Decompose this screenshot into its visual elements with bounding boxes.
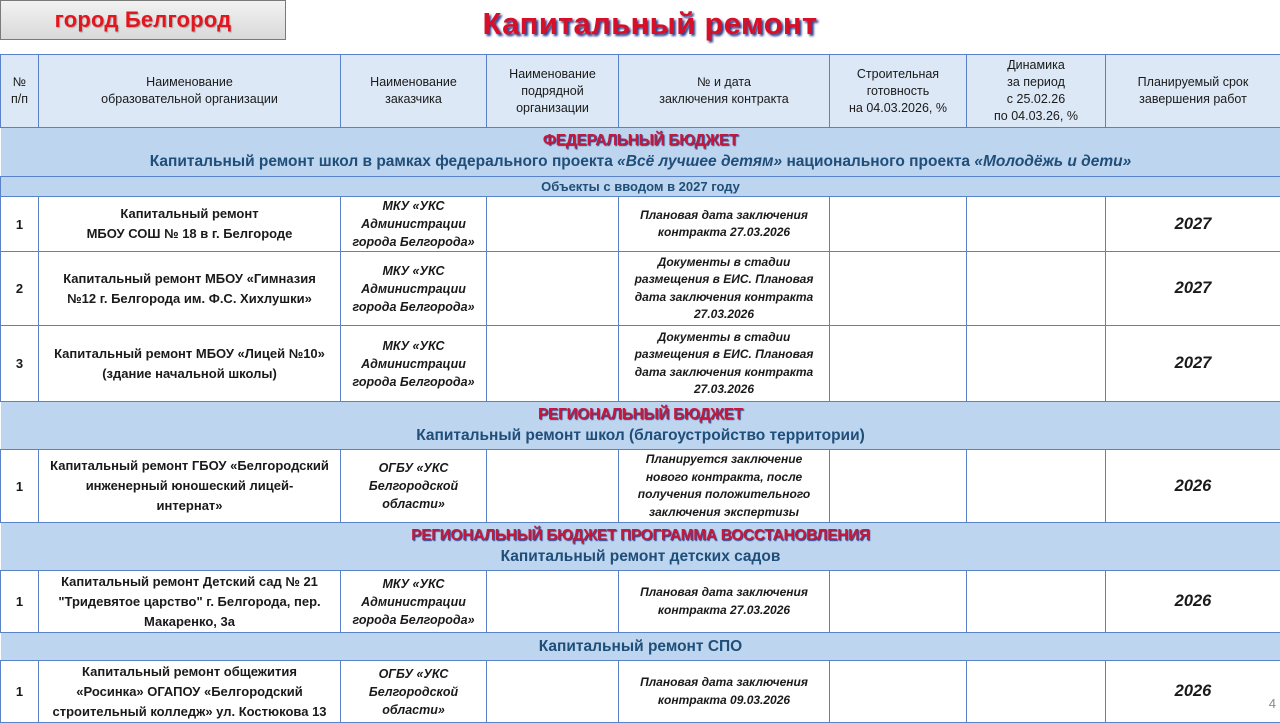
organization-cell: Капитальный ремонт общежития «Росинка» ОГАПОУ «Белгородский строительный колледж» ул. Костюкова 13 (39, 661, 341, 723)
row-number-cell: 1 (1, 661, 39, 723)
subtitle-part: национального проекта (782, 153, 974, 170)
readiness-cell (830, 252, 967, 326)
section-spo-cell (1, 633, 1280, 661)
deadline-cell: 2027 (1106, 197, 1280, 252)
section-regional-subtitle: Капитальный ремонт школ (благоустройство территории) (3, 425, 1279, 447)
table-header-row (1, 55, 1280, 128)
row-number-cell: 1 (1, 571, 39, 633)
contractor-cell (487, 197, 619, 252)
section-restoration-title: РЕГИОНАЛЬНЫЙ БЮДЖЕТ ПРОГРАММА ВОССТАНОВЛЕНИЯ (3, 526, 1279, 546)
subtitle-national-project-name: «Молодёжь и дети» (974, 153, 1131, 170)
section-regional-cell (1, 402, 1280, 450)
dynamics-cell (967, 252, 1106, 326)
contract-cell: Плановая дата заключения контракта 27.03.2026 (619, 571, 830, 633)
table-row (1, 661, 1280, 723)
readiness-cell (830, 326, 967, 402)
organization-cell: Капитальный ремонт Детский сад № 21 "Тридевятое царство" г. Белгорода, пер. Макаренко, 3а (39, 571, 341, 633)
subtitle-project-name: «Всё лучшее детям» (617, 153, 782, 170)
dynamics-cell (967, 571, 1106, 633)
page-title: Капитальный ремонт (440, 6, 860, 42)
section-restoration-cell (1, 523, 1280, 571)
contractor-cell (487, 450, 619, 523)
table-row (1, 450, 1280, 523)
section-restoration-subtitle: Капитальный ремонт детских садов (3, 546, 1279, 568)
customer-cell: ОГБУ «УКС Белгородской области» (341, 661, 487, 723)
deadline-cell: 2026 (1106, 450, 1280, 523)
col-header-num: № п/п (1, 55, 39, 128)
organization-cell: Капитальный ремонт МБОУ «Лицей №10» (здание начальной школы) (39, 326, 341, 402)
table-row (1, 252, 1280, 326)
table-row (1, 326, 1280, 402)
deadline-cell: 2026 (1106, 571, 1280, 633)
section-regional (1, 402, 1280, 450)
row-number-cell: 1 (1, 450, 39, 523)
contractor-cell (487, 571, 619, 633)
row-number-cell: 1 (1, 197, 39, 252)
row-number-cell: 2 (1, 252, 39, 326)
organization-cell: Капитальный ремонт ГБОУ «Белгородский инженерный юношеский лицей- интернат» (39, 450, 341, 523)
section-spo-subtitle: Капитальный ремонт СПО (3, 636, 1279, 658)
group-header-2027 (1, 177, 1280, 197)
col-header-contract: № и дата заключения контракта (619, 55, 830, 128)
col-header-dynamics: Динамика за период с 25.02.26 по 04.03.26, % (967, 55, 1106, 128)
col-header-customer: Наименование заказчика (341, 55, 487, 128)
contractor-cell (487, 661, 619, 723)
subtitle-part: Капитальный ремонт школ в рамках федерального проекта (150, 153, 617, 170)
col-header-deadline: Планируемый срок завершения работ (1106, 55, 1280, 128)
page-number: 4 (1269, 696, 1276, 711)
dynamics-cell (967, 326, 1106, 402)
dynamics-cell (967, 450, 1106, 523)
deadline-cell: 2026 (1106, 661, 1280, 723)
city-label: город Белгород (55, 7, 232, 33)
organization-cell: Капитальный ремонт МБОУ «Гимназия №12 г. Белгорода им. Ф.С. Хихлушки» (39, 252, 341, 326)
section-restoration (1, 523, 1280, 571)
contract-cell: Документы в стадии размещения в ЕИС. Плановая дата заключения контракта 27.03.2026 (619, 326, 830, 402)
group-header-2027-label: Объекты с вводом в 2027 году (1, 177, 1280, 197)
deadline-cell: 2027 (1106, 326, 1280, 402)
customer-cell: ОГБУ «УКС Белгородской области» (341, 450, 487, 523)
customer-cell: МКУ «УКС Администрации города Белгорода» (341, 571, 487, 633)
dynamics-cell (967, 197, 1106, 252)
col-header-org: Наименование образовательной организации (39, 55, 341, 128)
table-row (1, 571, 1280, 633)
readiness-cell (830, 197, 967, 252)
contract-cell: Плановая дата заключения контракта 27.03.2026 (619, 197, 830, 252)
customer-cell: МКУ «УКС Администрации города Белгорода» (341, 326, 487, 402)
readiness-cell (830, 571, 967, 633)
repair-table (0, 54, 1280, 723)
contract-cell: Плановая дата заключения контракта 09.03.2026 (619, 661, 830, 723)
col-header-contractor: Наименование подрядной организации (487, 55, 619, 128)
readiness-cell (830, 661, 967, 723)
organization-cell: Капитальный ремонт МБОУ СОШ № 18 в г. Белгороде (39, 197, 341, 252)
table-row (1, 197, 1280, 252)
contractor-cell (487, 326, 619, 402)
contract-cell: Планируется заключение нового контракта, после получения положительного заключения экспертизы (619, 450, 830, 523)
contract-cell: Документы в стадии размещения в ЕИС. Плановая дата заключения контракта 27.03.2026 (619, 252, 830, 326)
deadline-cell: 2027 (1106, 252, 1280, 326)
dynamics-cell (967, 661, 1106, 723)
customer-cell: МКУ «УКС Администрации города Белгорода» (341, 252, 487, 326)
customer-cell: МКУ «УКС Администрации города Белгорода» (341, 197, 487, 252)
section-federal-title: ФЕДЕРАЛЬНЫЙ БЮДЖЕТ (3, 131, 1279, 151)
section-spo (1, 633, 1280, 661)
section-federal-cell (1, 128, 1280, 177)
contractor-cell (487, 252, 619, 326)
section-federal-subtitle (3, 151, 1279, 173)
row-number-cell: 3 (1, 326, 39, 402)
readiness-cell (830, 450, 967, 523)
city-label-box (0, 0, 286, 40)
section-regional-title: РЕГИОНАЛЬНЫЙ БЮДЖЕТ (3, 405, 1279, 425)
col-header-readiness: Строительная готовность на 04.03.2026, % (830, 55, 967, 128)
section-federal (1, 128, 1280, 177)
